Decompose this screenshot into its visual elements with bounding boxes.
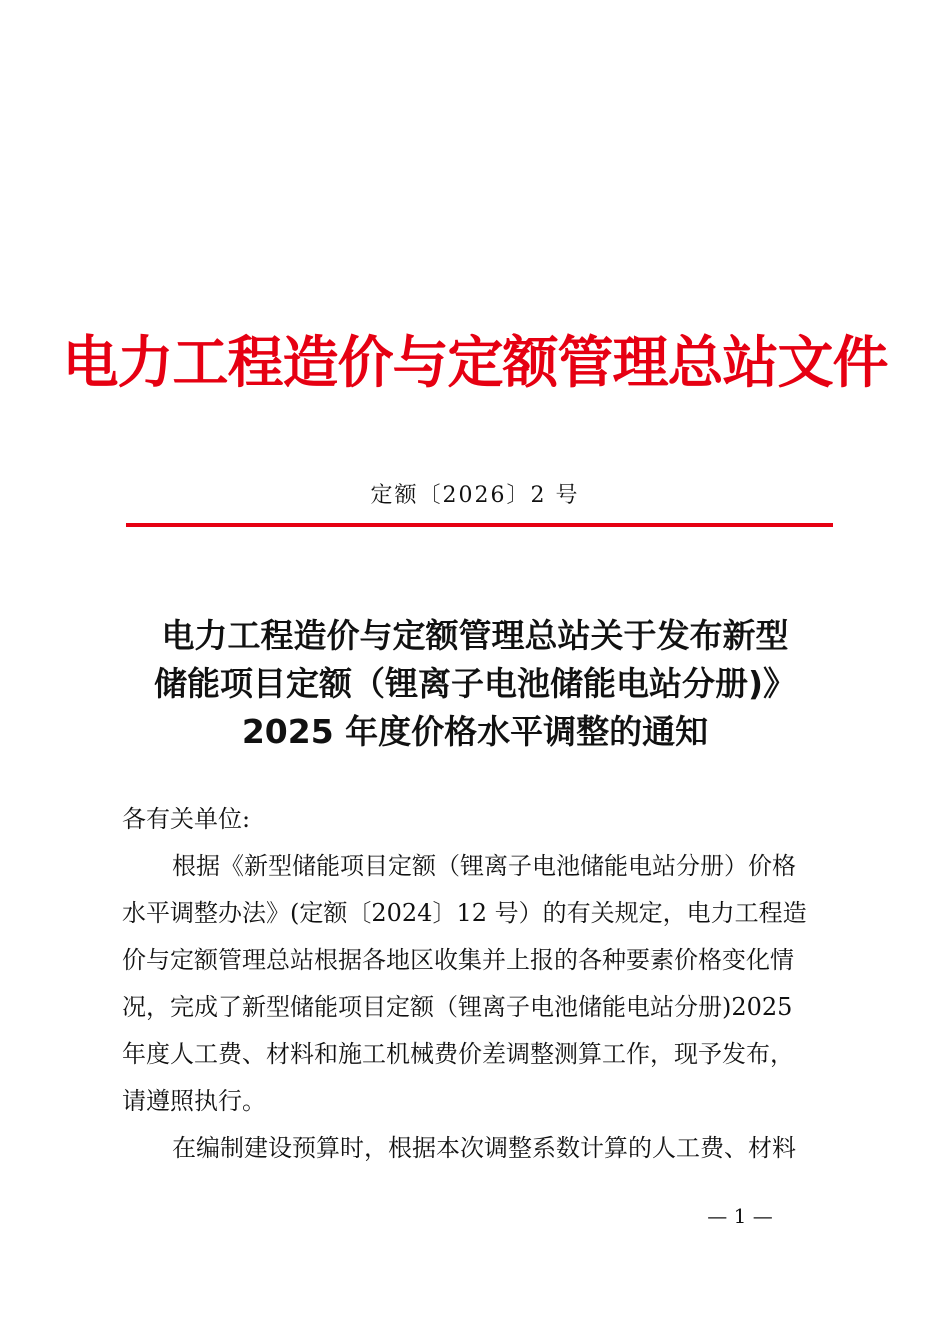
document-number: 定额〔2026〕2 号 — [370, 483, 580, 508]
notice-title-line: 电力工程造价与定额管理总站关于发布新型 — [161, 616, 789, 655]
paragraph-2-line: 在编制建设预算时，根据本次调整系数计算的人工费、材料 — [172, 1134, 796, 1162]
notice-title-line: 储能项目定额（锂离子电池储能电站分册)》 — [153, 664, 797, 703]
notice-body — [122, 796, 828, 1172]
paragraph-1-line: 水平调整办法》(定额〔2024〕12 号）的有关规定，电力工程造 — [122, 899, 807, 927]
paragraph-1-line: 价与定额管理总站根据各地区收集并上报的各种要素价格变化情 — [122, 946, 794, 974]
paragraph-1-line: 根据《新型储能项目定额（锂离子电池储能电站分册）价格 — [172, 852, 796, 880]
paragraph-1-line: 年度人工费、材料和施工机械费价差调整测算工作，现予发布， — [122, 1040, 794, 1068]
page-number: — 1 — — [707, 1204, 773, 1228]
red-separator-rule — [126, 523, 833, 527]
masthead-title: 电力工程造价与定额管理总站文件 — [62, 331, 888, 396]
paragraph-1-line: 况，完成了新型储能项目定额（锂离子电池储能电站分册)2025 — [122, 993, 793, 1021]
paragraph-1-line: 请遵照执行。 — [122, 1087, 266, 1115]
salutation: 各有关单位: — [122, 805, 251, 833]
notice-title-line: 2025 年度价格水平调整的通知 — [241, 712, 709, 751]
notice-title — [100, 612, 850, 756]
